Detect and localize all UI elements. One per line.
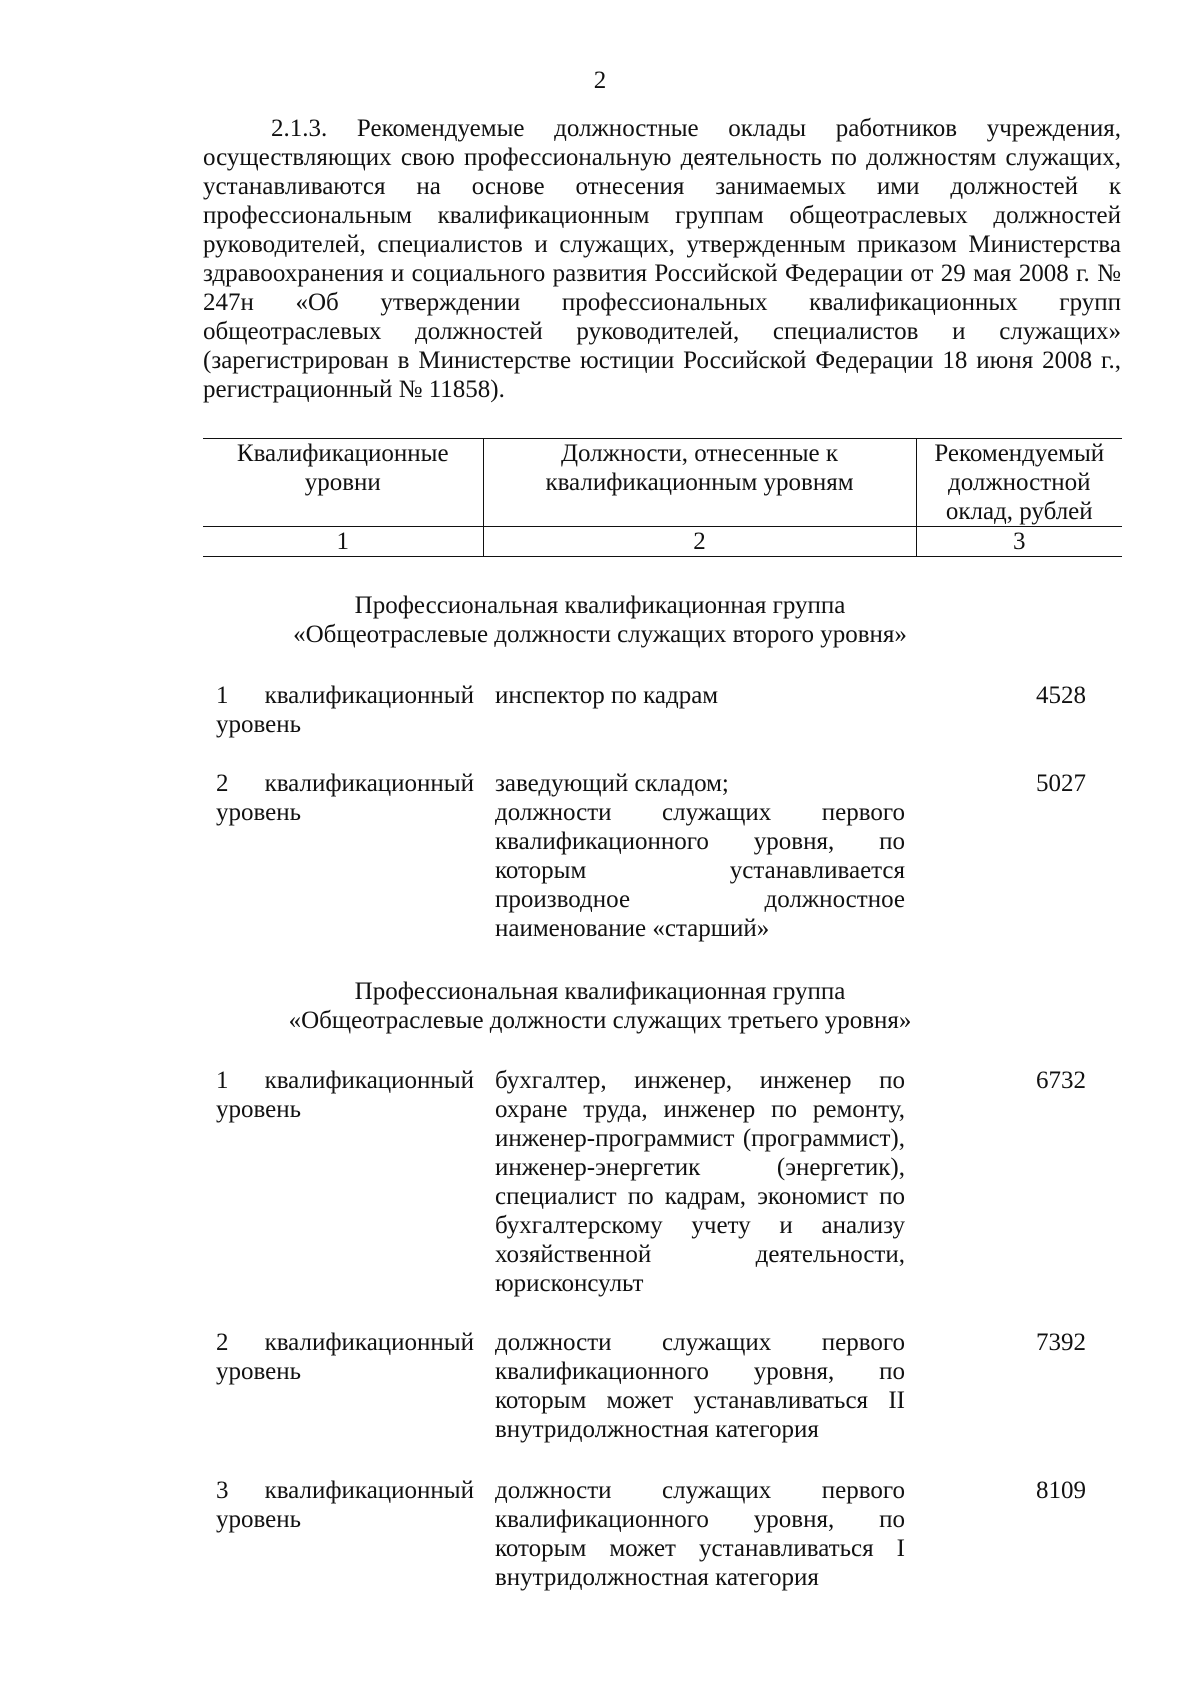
position-line: бухгалтер, инженер, инженер по охране труда, инженер по ремонту, инженер-программист (программист), инженер-энергетик (энергетик), специалист по кадрам, экономист по бухгалтерскому учету и анализу хозяйственной деятельности, юрисконсульт — [495, 1067, 905, 1297]
level-word: уровень — [216, 799, 302, 826]
positions-text — [495, 1328, 905, 1444]
qualification-level — [216, 1476, 474, 1534]
position-line: должности служащих первого квалификационного уровня, по которым устанавливается производное должностное наименование «старший» — [495, 799, 905, 942]
salary-value: 4528 — [1036, 682, 1086, 709]
column-number: 1 — [203, 527, 483, 557]
qualification-level — [216, 1066, 474, 1124]
group-title-line: Профессиональная квалификационная группа — [354, 978, 846, 1005]
level-number: 2 квалификационный — [216, 770, 474, 797]
positions-text — [495, 681, 905, 710]
header-numbers-row — [203, 527, 1122, 557]
header-labels-row — [203, 439, 1122, 527]
column-number: 2 — [483, 527, 916, 557]
group-title-line: «Общеотраслевые должности служащих второго уровня» — [293, 621, 907, 648]
salary-value: 7392 — [1036, 1329, 1086, 1356]
header-salary: Рекомендуемый должностной оклад, рублей — [916, 439, 1122, 527]
header-qualification-levels: Квалификационные уровни — [203, 439, 483, 527]
positions-text — [495, 1066, 905, 1298]
salary-value: 6732 — [1036, 1067, 1086, 1094]
level-number: 3 квалификационный — [216, 1477, 474, 1504]
salary-value: 5027 — [1036, 770, 1086, 797]
group-title-line: «Общеотраслевые должности служащих третьего уровня» — [288, 1007, 912, 1034]
group-title — [0, 977, 1200, 1035]
group-title-line: Профессиональная квалификационная группа — [354, 592, 846, 619]
level-word: уровень — [216, 1506, 302, 1533]
header-positions: Должности, отнесенные к квалификационным уровням — [483, 439, 916, 527]
salary-value: 8109 — [1036, 1477, 1086, 1504]
positions-text — [495, 1476, 905, 1592]
level-number: 1 квалификационный — [216, 682, 474, 709]
position-line: должности служащих первого квалификационного уровня, по которым может устанавливаться II внутридолжностная категория — [495, 1329, 905, 1443]
level-number: 2 квалификационный — [216, 1329, 474, 1356]
group-title — [0, 591, 1200, 649]
positions-text — [495, 769, 905, 943]
qualification-level — [216, 681, 474, 739]
qualification-level — [216, 769, 474, 827]
level-word: уровень — [216, 1096, 302, 1123]
qualification-level — [216, 1328, 474, 1386]
position-line: должности служащих первого квалификационного уровня, по которым может устанавливаться I внутридолжностная категория — [495, 1477, 905, 1591]
level-number: 1 квалификационный — [216, 1067, 474, 1094]
intro-paragraph: 2.1.3. Рекомендуемые должностные оклады работников учреждения, осуществляющих свою профессиональную деятельность по должностям служащих, устанавливаются на основе отнесения занимаемых ими должностей к профессиональным квалификационным группам общеотраслевых должностей руководителей, специалистов и служащих, утвержденным приказом Министерства здравоохранения и социального развития Российской Федерации от 29 мая 2008 г. № 247н «Об утверждении профессиональных квалификационных групп общеотраслевых должностей руководителей, специалистов и служащих» (зарегистрирован в Министерстве юстиции Российской Федерации 18 июня 2008 г., регистрационный № 11858). — [203, 115, 1121, 403]
level-word: уровень — [216, 1358, 302, 1385]
position-line: инспектор по кадрам — [495, 682, 719, 709]
column-number: 3 — [916, 527, 1122, 557]
position-line: заведующий складом; — [495, 770, 729, 797]
page-number: 2 — [593, 67, 607, 94]
table-header — [203, 438, 1122, 557]
level-word: уровень — [216, 711, 302, 738]
